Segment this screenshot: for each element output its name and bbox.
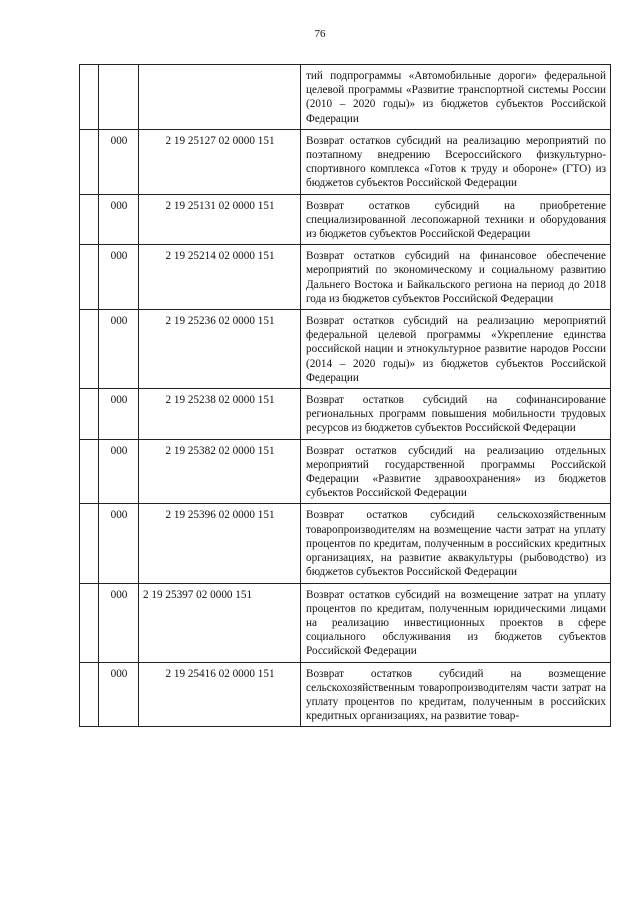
admin-code-cell: 000 bbox=[99, 389, 139, 440]
empty-cell bbox=[80, 504, 99, 583]
table-row bbox=[80, 194, 611, 245]
empty-cell bbox=[80, 65, 99, 130]
admin-code-cell: 000 bbox=[99, 194, 139, 245]
table-row bbox=[80, 504, 611, 583]
description-cell: Возврат остатков субсидий на финансовое обеспечение мероприятий по экономическому и социальному развитию Дальнего Востока и Байкальского региона на период до 2018 года из бюджетов субъектов Российской Федерации bbox=[301, 245, 611, 310]
budget-code-cell: 2 19 25236 02 0000 151 bbox=[139, 310, 301, 389]
budget-code-cell: 2 19 25397 02 0000 151 bbox=[139, 583, 301, 662]
budget-codes-table bbox=[79, 64, 611, 727]
empty-cell bbox=[80, 439, 99, 504]
admin-code-cell bbox=[99, 65, 139, 130]
empty-cell bbox=[80, 245, 99, 310]
table-row bbox=[80, 310, 611, 389]
admin-code-cell: 000 bbox=[99, 310, 139, 389]
description-cell: Возврат остатков субсидий на возмещение затрат на уплату процентов по кредитам, полученным юридическими лицами на реализацию инвестиционных проектов в сфере социального обслуживания из бюджетов субъектов Российской Федерации bbox=[301, 583, 611, 662]
description-cell: Возврат остатков субсидий сельскохозяйственным товаропроизводителям на возмещение части затрат на уплату процентов по кредитам, полученным в российских кредитных организациях, на развитие аквакультуры (рыбоводство) из бюджетов субъектов Российской Федерации bbox=[301, 504, 611, 583]
admin-code-cell: 000 bbox=[99, 583, 139, 662]
empty-cell bbox=[80, 389, 99, 440]
page-number: 76 bbox=[314, 28, 326, 40]
table-row bbox=[80, 129, 611, 194]
table-body bbox=[80, 65, 611, 727]
budget-code-cell bbox=[139, 65, 301, 130]
description-cell: Возврат остатков субсидий на реализацию отдельных мероприятий государственной программы Российской Федерации «Развитие здравоохранения» из бюджетов субъектов Российской Федерации bbox=[301, 439, 611, 504]
table-row bbox=[80, 583, 611, 662]
admin-code-cell: 000 bbox=[99, 245, 139, 310]
admin-code-cell: 000 bbox=[99, 439, 139, 504]
table-row bbox=[80, 65, 611, 130]
admin-code-cell: 000 bbox=[99, 504, 139, 583]
budget-code-cell: 2 19 25238 02 0000 151 bbox=[139, 389, 301, 440]
empty-cell bbox=[80, 662, 99, 727]
description-cell: Возврат остатков субсидий на реализацию мероприятий по поэтапному внедрению Всероссийского физкультурно-спортивного комплекса «Готов к труду и обороне» (ГТО) из бюджетов субъектов Российской Федерации bbox=[301, 129, 611, 194]
description-cell: Возврат остатков субсидий на возмещение сельскохозяйственным товаропроизводителям части затрат на уплату процентов по кредитам, полученным в российских кредитных организациях, на развитие товар- bbox=[301, 662, 611, 727]
empty-cell bbox=[80, 129, 99, 194]
admin-code-cell: 000 bbox=[99, 129, 139, 194]
budget-code-cell: 2 19 25396 02 0000 151 bbox=[139, 504, 301, 583]
admin-code-cell: 000 bbox=[99, 662, 139, 727]
description-cell: Возврат остатков субсидий на приобретение специализированной лесопожарной техники и оборудования из бюджетов субъектов Российской Федерации bbox=[301, 194, 611, 245]
empty-cell bbox=[80, 310, 99, 389]
budget-code-cell: 2 19 25382 02 0000 151 bbox=[139, 439, 301, 504]
budget-code-cell: 2 19 25127 02 0000 151 bbox=[139, 129, 301, 194]
budget-code-cell: 2 19 25416 02 0000 151 bbox=[139, 662, 301, 727]
description-cell: тий подпрограммы «Автомобильные дороги» федеральной целевой программы «Развитие транспортной системы России (2010 – 2020 годы)» из бюджетов субъектов Российской Федерации bbox=[301, 65, 611, 130]
description-cell: Возврат остатков субсидий на реализацию мероприятий федеральной целевой программы «Укрепление единства российской нации и этнокультурное развитие народов России (2014 – 2020 годы)» из бюджетов субъектов Российской Федерации bbox=[301, 310, 611, 389]
empty-cell bbox=[80, 583, 99, 662]
table-row bbox=[80, 389, 611, 440]
table-row bbox=[80, 245, 611, 310]
budget-code-cell: 2 19 25131 02 0000 151 bbox=[139, 194, 301, 245]
table-row bbox=[80, 439, 611, 504]
table-row bbox=[80, 662, 611, 727]
budget-code-cell: 2 19 25214 02 0000 151 bbox=[139, 245, 301, 310]
description-cell: Возврат остатков субсидий на софинансирование региональных программ повышения мобильности трудовых ресурсов из бюджетов субъектов Российской Федерации bbox=[301, 389, 611, 440]
empty-cell bbox=[80, 194, 99, 245]
